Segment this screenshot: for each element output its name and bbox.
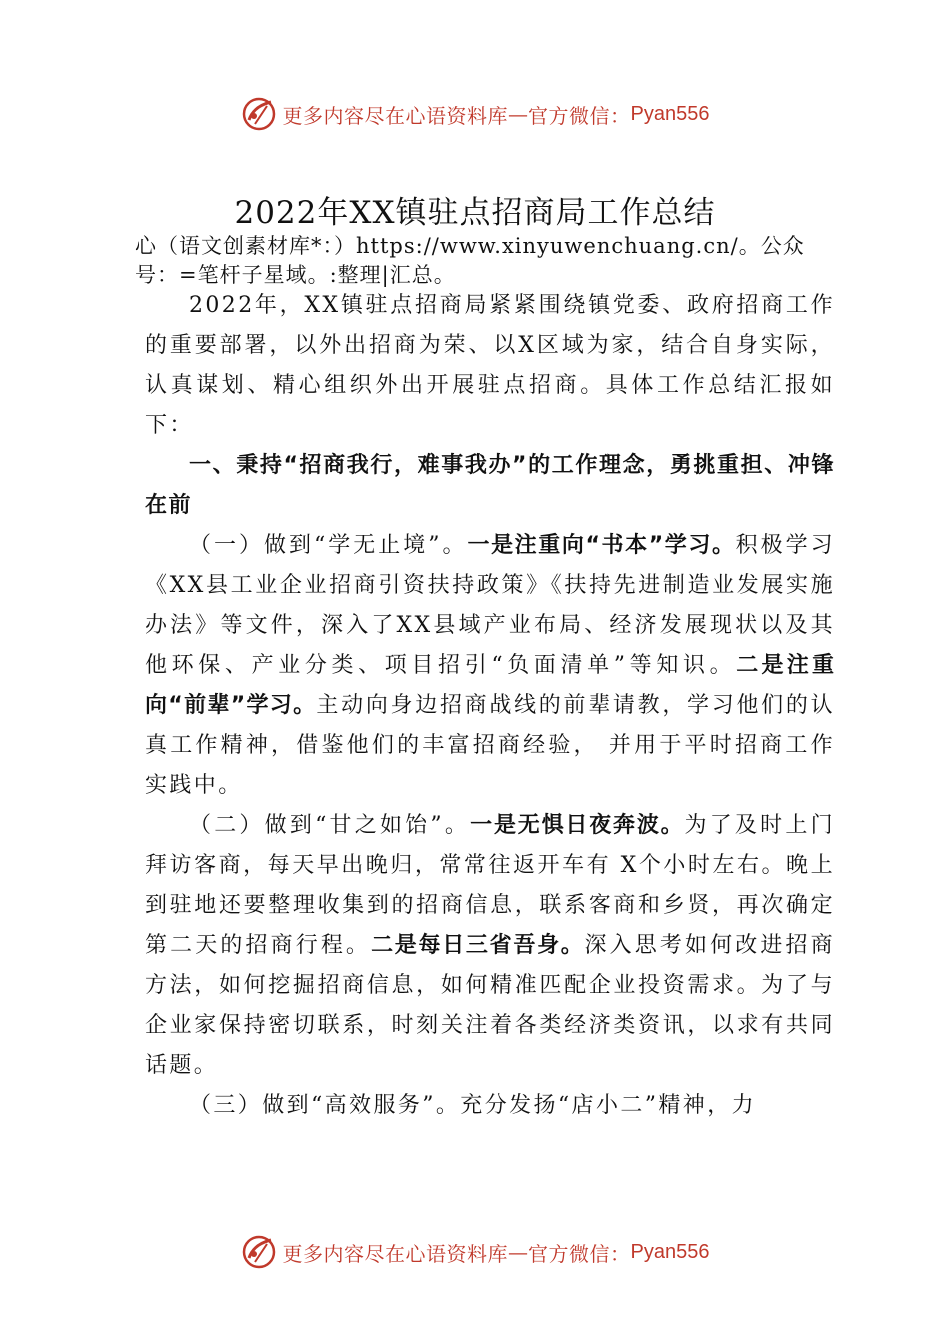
paragraph-2-text-2: 深入思考如何改进招商方法，如何挖掘招商信息，如何精准匹配企业投资需求。为了与企业家保持密切联系，时刻关注着各类经济类资讯，以求有共同话题。 (145, 933, 835, 1078)
footer-banner (0, 1232, 950, 1272)
intro-paragraph: 2022年，XX镇驻点招商局紧紧围绕镇党委、政府招商工作的重要部署，以外出招商为荣、以X区域为家，结合自身实际，认真谋划、精心组织外出开展驻点招商。具体工作总结汇报如下： (145, 293, 835, 438)
banner-wechat-id: Pyan556 (630, 1240, 710, 1263)
paragraph-2-text-1: 为了及时上门拜访客商，每天早出晚归，常常往返开车有 X个小时左右。晚上到驻地还要整理收集到的招商信息，联系客商和乡贤，再次确定第二天的招商行程。 (145, 813, 835, 958)
banner-wechat-id: Pyan556 (630, 102, 710, 125)
banner-slogan: 更多内容尽在心语资料库 (282, 103, 509, 128)
paragraph-2-bold-2: 二是每日三省吾身。 (371, 933, 585, 958)
paragraph-3-lead: （三）做到“高效服务”。 (189, 1093, 461, 1118)
paragraph-1 (145, 526, 835, 806)
paragraph-3 (145, 1086, 835, 1126)
brand-logo-icon (241, 1234, 277, 1270)
paragraph-1-text-2: 主动向身边招商战线的前辈请教，学习他们的认真工作精神，借鉴他们的丰富招商经验， 并用于平时招商工作实践中。 (145, 693, 836, 798)
paragraph-3-text-1: 充分发扬“店小二”精神，力 (460, 1093, 756, 1118)
paragraph-1-bold-1: 一是注重向“书本”学习。 (467, 533, 736, 558)
banner-slogan: 更多内容尽在心语资料库 (282, 1241, 509, 1266)
document-body (145, 286, 835, 1126)
paragraph-2 (145, 806, 835, 1086)
paragraph-2-bold-1: 一是无惧日夜奔波。 (470, 813, 685, 838)
section-heading: 一、秉持“招商我行，难事我办”的工作理念，勇挑重担、冲锋在前 (145, 453, 835, 518)
header-banner (0, 94, 950, 134)
banner-wechat-label: 官方微信： (528, 103, 631, 128)
document-title: 2022年XX镇驻点招商局工作总结 (234, 195, 716, 231)
paragraph-1-text-1: 积极学习《XX县工业企业招商引资扶持政策》《扶持先进制造业发展实施办法》等文件，深入了XX县域产业布局、经济发展现状以及其他环保、产业分类、项目招引“负面清单”等知识。 (145, 533, 835, 678)
banner-separator: — (508, 1240, 529, 1264)
paragraph-1-bold-2: 二是注重向“前辈”学习。 (145, 653, 835, 718)
brand-logo-icon (241, 96, 277, 132)
paragraph-1-lead: （一）做到“学无止境”。 (189, 533, 468, 558)
paragraph-2-lead: （二）做到“甘之如饴”。 (189, 813, 471, 838)
banner-separator: — (508, 102, 529, 126)
banner-wechat-label: 官方微信： (528, 1241, 631, 1266)
source-note: 心（语文创素材库*：）https://www.xinyuwenchuang.cn/。公众号：=笔杆子星域。:整理|汇总。 (135, 234, 805, 287)
